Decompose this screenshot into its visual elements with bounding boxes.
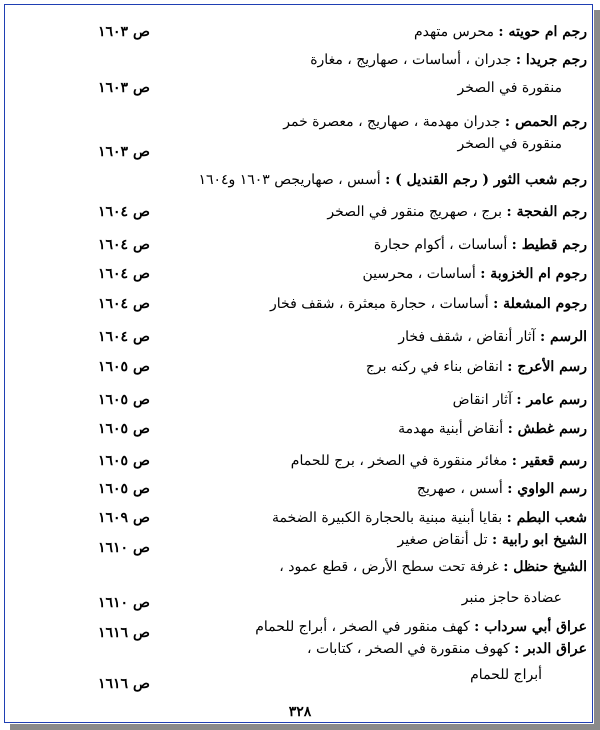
page-ref: ص ١٦٠٥ bbox=[98, 392, 150, 408]
page-ref: ص ١٦٠٩ bbox=[98, 510, 150, 526]
entry-name: رسم غطش : bbox=[507, 421, 587, 437]
page-ref: ص ١٦٠٥ bbox=[98, 453, 150, 469]
entry-line bbox=[92, 419, 587, 439]
entry-name: الشيخ حنظل : bbox=[503, 559, 587, 575]
entry-name: رجم جريدا : bbox=[515, 52, 587, 68]
entry-line bbox=[92, 508, 587, 528]
entry-line bbox=[92, 390, 587, 410]
page-ref: ص ١٦٠٥ bbox=[98, 421, 150, 437]
entry-line bbox=[92, 357, 587, 377]
entry-line bbox=[92, 50, 587, 70]
page-ref: ص ١٦٠٣ bbox=[98, 24, 150, 40]
entry-desc: آثار انقاض bbox=[452, 392, 517, 408]
entry-desc: كهوف منقورة في الصخر ، كتابات ، bbox=[307, 641, 515, 657]
entry-line bbox=[92, 170, 587, 190]
entry-line bbox=[92, 235, 587, 255]
entry-desc: أساسات ، حجارة مبعثرة ، شقف فخار bbox=[270, 296, 494, 312]
entry-line bbox=[92, 557, 587, 577]
entry-name: رجم الفحجة : bbox=[506, 204, 587, 220]
entry-desc: أساسات ، أكوام حجارة bbox=[373, 237, 512, 253]
entry-desc: بقايا أبنية مبنية بالحجارة الكبيرة الضخمة bbox=[271, 510, 507, 526]
page-ref: ص ١٦٠٥ bbox=[98, 359, 150, 375]
entry-desc: منقورة في الصخر bbox=[457, 136, 562, 152]
entry-line bbox=[92, 639, 587, 659]
entry-line bbox=[92, 78, 562, 98]
page-number: ٣٢٨ bbox=[288, 704, 312, 720]
entry-desc: انقاض بناء في ركنه برج bbox=[365, 359, 508, 375]
entry-line bbox=[92, 665, 542, 685]
entry-desc: آثار أنقاض ، شقف فخار bbox=[398, 329, 541, 345]
entry-name: شعب البطم : bbox=[506, 510, 587, 526]
page-ref: ص ١٦٠٣ bbox=[98, 80, 150, 96]
page-ref: ص ١٦٠٤ bbox=[98, 204, 150, 220]
entry-desc: أنقاض أبنية مهدمة bbox=[398, 421, 508, 437]
page-ref: ص ١٦٠٤ bbox=[98, 237, 150, 253]
entry-desc: برج ، صهريج منقور في الصخر bbox=[327, 204, 507, 220]
entry-line bbox=[92, 588, 562, 608]
page-shadow-right bbox=[594, 10, 600, 730]
page-ref: ص ١٦٠٤ bbox=[98, 329, 150, 345]
page-ref: ص ١٦٠٣ bbox=[98, 144, 150, 160]
page-ref: ص ١٦١٠ bbox=[98, 595, 150, 611]
entry-desc: غرفة تحت سطح الأرض ، قطع عمود ، bbox=[279, 559, 504, 575]
page-ref: ص ١٦١٦ bbox=[98, 676, 150, 692]
page-ref: ص ١٦١٦ bbox=[98, 625, 150, 641]
entry-line bbox=[92, 134, 562, 154]
entry-desc: أسس ، صهاريجص ١٦٠٣ و١٦٠٤ bbox=[198, 172, 386, 188]
entry-name: رسم الواوي : bbox=[507, 481, 587, 497]
entry-line bbox=[92, 451, 587, 471]
entry-name: رجم ام حويته : bbox=[498, 24, 587, 40]
entry-desc: منقورة في الصخر bbox=[457, 80, 562, 96]
entry-desc: تل أنقاض صغير bbox=[397, 532, 492, 548]
entry-line bbox=[92, 112, 587, 132]
entry-line bbox=[140, 617, 587, 637]
page-shadow-bottom bbox=[10, 724, 600, 730]
entry-name: رجوم المشعلة : bbox=[493, 296, 587, 312]
entry-name: رجم الحمص : bbox=[504, 114, 587, 130]
entry-desc: جدران ، أساسات ، صهاريج ، مغارة bbox=[310, 52, 516, 68]
entry-line bbox=[92, 22, 587, 42]
entry-name: الشيخ ابو رابية : bbox=[492, 532, 587, 548]
entry-name: رسم قعقير : bbox=[511, 453, 587, 469]
entry-line bbox=[92, 479, 587, 499]
entry-name: رسم الأعرج : bbox=[507, 359, 587, 375]
entry-desc: أبراج للحمام bbox=[470, 667, 542, 683]
entry-line bbox=[92, 327, 587, 347]
page-ref: ص ١٦٠٥ bbox=[98, 481, 150, 497]
page-ref: ص ١٦٠٤ bbox=[98, 296, 150, 312]
entry-desc: محرس متهدم bbox=[413, 24, 499, 40]
entry-name: الرسم : bbox=[540, 329, 587, 345]
entry-name: عراق أبي سرداب : bbox=[474, 619, 587, 635]
entry-line bbox=[92, 294, 587, 314]
entry-desc: أسس ، صهريج bbox=[416, 481, 508, 497]
entry-line bbox=[92, 202, 587, 222]
entry-desc: عضادة حاجز منبر bbox=[461, 590, 562, 606]
entry-name: عراق الدبر : bbox=[514, 641, 587, 657]
entry-line bbox=[92, 530, 587, 550]
entry-desc: أساسات ، محرسين bbox=[362, 266, 481, 282]
entry-desc: كهف منقور في الصخر ، أبراج للحمام bbox=[255, 619, 475, 635]
page-ref: ص ١٦١٠ bbox=[98, 540, 150, 556]
entry-name: رجوم ام الخزوبة : bbox=[480, 266, 587, 282]
entry-line bbox=[92, 264, 587, 284]
entry-name: رسم عامر : bbox=[516, 392, 587, 408]
entry-name: رجم قطيط : bbox=[511, 237, 587, 253]
entry-name: رجم شعب الثور ( رجم القنديل ) : bbox=[385, 172, 587, 188]
entry-desc: مغائر منقورة في الصخر ، برج للحمام bbox=[290, 453, 512, 469]
page-ref: ص ١٦٠٤ bbox=[98, 266, 150, 282]
entry-desc: جدران مهدمة ، صهاريج ، معصرة خمر bbox=[283, 114, 505, 130]
